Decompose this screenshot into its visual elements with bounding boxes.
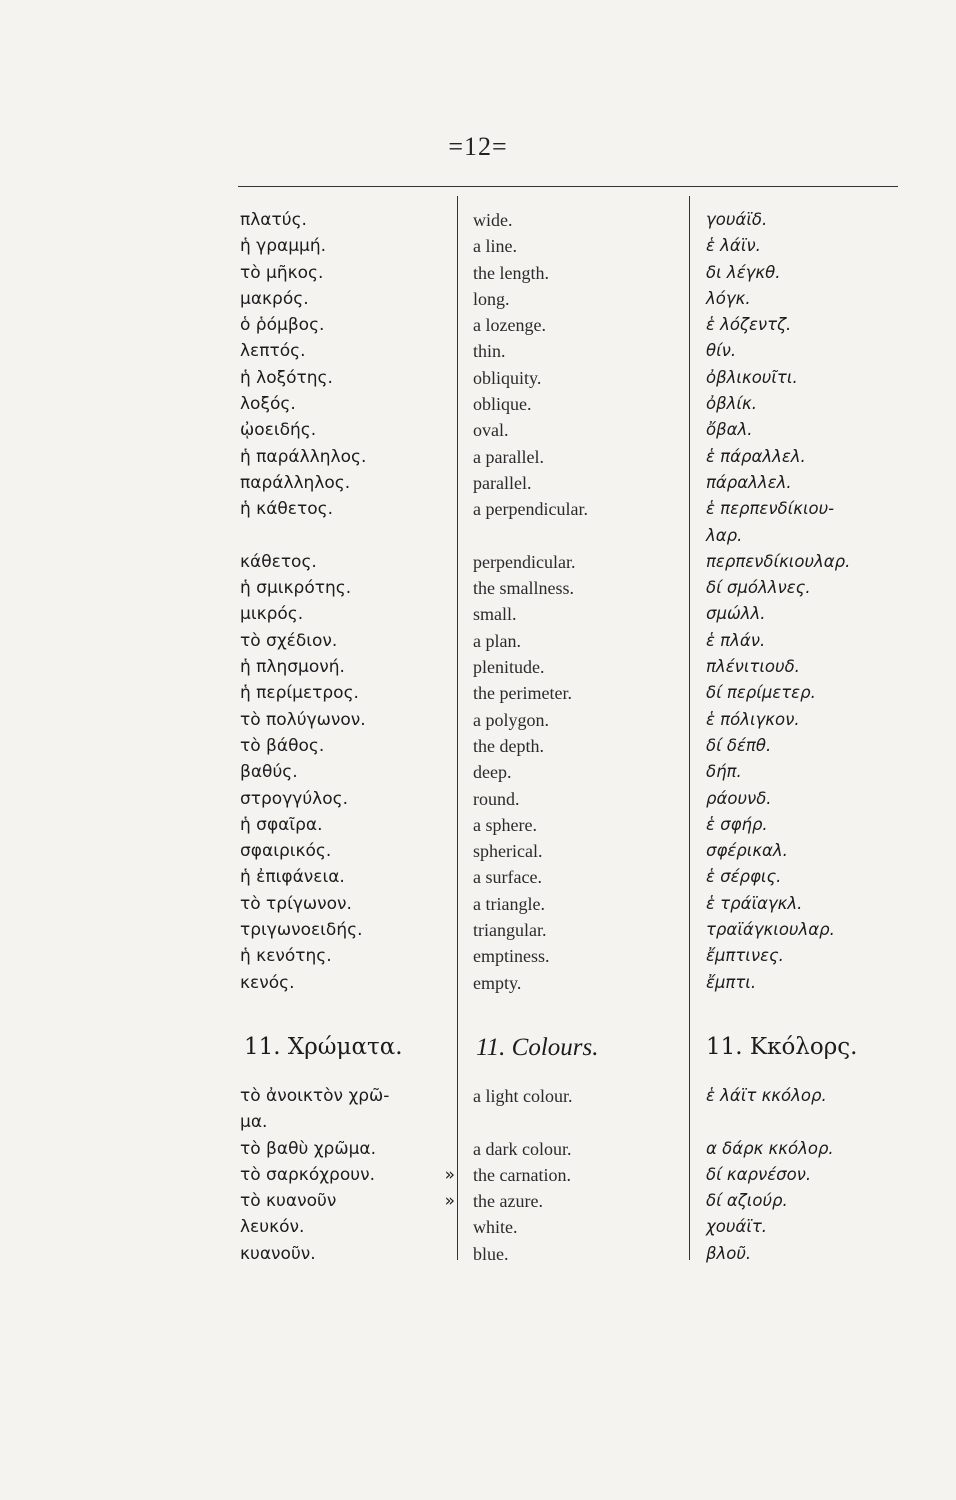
pronunciation: πλένιτιουδ. <box>706 657 800 677</box>
pronunciation: δί περίμετερ. <box>706 683 816 703</box>
pronunciation: δήπ. <box>706 762 742 782</box>
colour-greek-term <box>240 1083 455 1109</box>
greek-term: μικρός. <box>240 604 304 625</box>
greek-term: τὸ τρίγωνον. <box>240 893 352 914</box>
greek-term: παράλληλος. <box>240 472 351 493</box>
greek-term: ἡ πλησμονή. <box>240 657 345 678</box>
pronunciation: ἑ τράϊαγκλ. <box>706 893 803 913</box>
greek-term: κάθετος. <box>240 551 317 572</box>
english-term: a triangle. <box>473 893 545 914</box>
colour-english-term: blue. <box>473 1243 509 1264</box>
pronunciation-column <box>706 207 916 996</box>
greek-term: λοξός. <box>240 394 296 415</box>
colour-pronunciation: δί καρνέσον. <box>706 1164 812 1184</box>
english-term: round. <box>473 788 520 809</box>
pronunciation: σμώλλ. <box>706 604 766 624</box>
greek-term: ἡ παράλληλος. <box>240 446 367 467</box>
colours-english-column <box>473 1083 683 1267</box>
greek-term: τὸ πολύγωνον. <box>240 709 366 730</box>
english-term <box>473 523 683 549</box>
colour-greek-text: τὸ σαρκόχρουν. <box>240 1164 375 1185</box>
colour-pronunciation: βλοῦ. <box>706 1243 752 1263</box>
english-term: oval. <box>473 420 509 441</box>
pronunciation: ἑ πόλιγκον. <box>706 709 800 729</box>
colour-greek-text: κυανοῦν. <box>240 1243 316 1264</box>
greek-term <box>240 523 455 549</box>
colour-greek-text: λευκόν. <box>240 1217 305 1238</box>
english-column <box>473 207 683 996</box>
colour-greek-text: τὸ βαθὺ χρῶμα. <box>240 1138 377 1159</box>
pronunciation: γουάϊδ. <box>706 210 768 229</box>
greek-term: ἡ ἐπιφάνεια. <box>240 867 345 888</box>
colour-english-term <box>473 1109 683 1135</box>
colour-greek-text: μα. <box>240 1112 268 1133</box>
pronunciation: λαρ. <box>706 525 743 545</box>
header-rule <box>238 186 898 187</box>
pronunciation: ἑ πλάν. <box>706 630 766 650</box>
greek-term: ὁ ῥόμβος. <box>240 315 325 336</box>
pronunciation: ἑ σφήρ. <box>706 814 768 834</box>
pronunciation: ἔμπτι. <box>706 972 757 992</box>
pronunciation: περπενδίκιουλαρ. <box>706 551 851 571</box>
greek-term: μακρός. <box>240 288 309 309</box>
greek-term: ἡ κάθετος. <box>240 499 334 520</box>
pronunciation: ὄβαλ. <box>706 420 753 440</box>
colour-greek-term <box>240 1136 455 1162</box>
colour-greek-term <box>240 1162 455 1188</box>
colour-pronunciation: χουάϊτ. <box>706 1217 768 1237</box>
pronunciation: ἔμπτινες. <box>706 946 784 966</box>
ditto-mark: » <box>444 1191 455 1212</box>
pronunciation: σφέρικαλ. <box>706 841 788 861</box>
english-term: a polygon. <box>473 709 549 730</box>
english-term: a plan. <box>473 630 521 651</box>
pronunciation: ράουνδ. <box>706 788 772 808</box>
colour-pronunciation: ἑ λάϊτ κκόλορ. <box>706 1086 827 1105</box>
greek-term: ἡ σφαῖρα. <box>240 814 323 835</box>
greek-term: κενός. <box>240 972 295 993</box>
english-term: the perimeter. <box>473 683 572 704</box>
english-term: parallel. <box>473 472 532 493</box>
colour-pronunciation: δί αζιούρ. <box>706 1191 788 1211</box>
greek-term: στρογγύλος. <box>240 788 349 809</box>
english-term: a lozenge. <box>473 315 546 336</box>
english-term: empty. <box>473 972 522 993</box>
colours-pronunciation-column <box>706 1083 916 1267</box>
pronunciation: ἑ λάϊν. <box>706 236 761 256</box>
colour-greek-term <box>240 1188 455 1214</box>
column-divider-left <box>457 196 458 1260</box>
greek-term: βαθύς. <box>240 762 298 783</box>
english-term: a line. <box>473 236 517 257</box>
column-divider-right <box>689 196 690 1260</box>
colour-greek-term <box>240 1109 455 1135</box>
greek-term: τὸ σχέδιον. <box>240 630 338 651</box>
greek-term: τὸ μῆκος. <box>240 262 324 283</box>
section-heading-greek: 11. Χρώματα. <box>244 1034 403 1060</box>
section-heading-pronunciation: 11. Κκόλορς. <box>706 1034 858 1060</box>
greek-term: ἡ κενότης. <box>240 946 332 967</box>
greek-term: λεπτός. <box>240 341 306 362</box>
greek-term: ἡ περίμετρος. <box>240 683 359 704</box>
pronunciation: πάραλλελ. <box>706 472 792 492</box>
colour-greek-text: τὸ ἀνοικτὸν χρῶ- <box>240 1086 390 1106</box>
pronunciation: ὀβλίκ. <box>706 394 757 414</box>
english-term: the smallness. <box>473 578 574 599</box>
greek-term: τὸ βάθος. <box>240 735 325 756</box>
greek-column <box>240 207 455 996</box>
colour-pronunciation: α δάρκ κκόλορ. <box>706 1138 834 1158</box>
english-term: the length. <box>473 262 549 283</box>
pronunciation: δι λέγκθ. <box>706 262 781 282</box>
greek-term: ἡ σμικρότης. <box>240 578 352 599</box>
greek-term: τριγωνοειδής. <box>240 920 363 941</box>
colours-greek-column <box>240 1083 455 1267</box>
page-number: =12= <box>448 132 508 161</box>
pronunciation: δί σμόλλνες. <box>706 578 811 598</box>
pronunciation: δί δέπθ. <box>706 735 772 755</box>
pronunciation: ἑ σέρφις. <box>706 867 782 887</box>
english-term: a sphere. <box>473 814 537 835</box>
greek-term: ἡ λοξότης. <box>240 367 333 388</box>
english-term: oblique. <box>473 394 532 415</box>
english-term: wide. <box>473 210 513 230</box>
greek-term: πλατύς. <box>240 210 307 230</box>
ditto-mark: » <box>444 1164 455 1185</box>
english-term: a perpendicular. <box>473 499 588 520</box>
pronunciation: τραϊάγκιουλαρ. <box>706 920 835 940</box>
english-term: small. <box>473 604 517 625</box>
pronunciation: λόγκ. <box>706 288 751 308</box>
pronunciation: θίν. <box>706 341 737 361</box>
pronunciation: ἑ πάραλλελ. <box>706 446 806 466</box>
colour-english-term: the azure. <box>473 1191 543 1212</box>
colour-greek-term <box>240 1214 455 1240</box>
english-term: long. <box>473 288 510 309</box>
greek-term: ἡ γραμμή. <box>240 236 327 257</box>
greek-term: σφαιρικός. <box>240 841 332 862</box>
english-term: a parallel. <box>473 446 544 467</box>
english-term: perpendicular. <box>473 551 576 572</box>
english-term: thin. <box>473 341 506 362</box>
english-term: spherical. <box>473 841 543 862</box>
greek-term: ᾠοειδής. <box>240 420 317 441</box>
colour-greek-term <box>240 1241 455 1267</box>
english-term: a surface. <box>473 867 542 888</box>
english-term: triangular. <box>473 920 547 941</box>
colour-english-term: white. <box>473 1217 518 1238</box>
pronunciation: ἑ περπενδίκιου- <box>706 499 835 519</box>
pronunciation: ἑ λόζεντζ. <box>706 315 792 335</box>
section-heading-english: 11. Colours. <box>476 1034 599 1061</box>
colour-english-term: a dark colour. <box>473 1138 572 1159</box>
english-term: plenitude. <box>473 657 545 678</box>
english-term: obliquity. <box>473 367 542 388</box>
colour-greek-text: τὸ κυανοῦν <box>240 1191 337 1212</box>
pronunciation: ὀβλικουῖτι. <box>706 367 798 387</box>
english-term: the depth. <box>473 735 544 756</box>
colour-english-term: a light colour. <box>473 1086 573 1106</box>
english-term: deep. <box>473 762 512 783</box>
colour-english-term: the carnation. <box>473 1164 571 1185</box>
english-term: emptiness. <box>473 946 550 967</box>
colour-pronunciation <box>706 1109 916 1135</box>
